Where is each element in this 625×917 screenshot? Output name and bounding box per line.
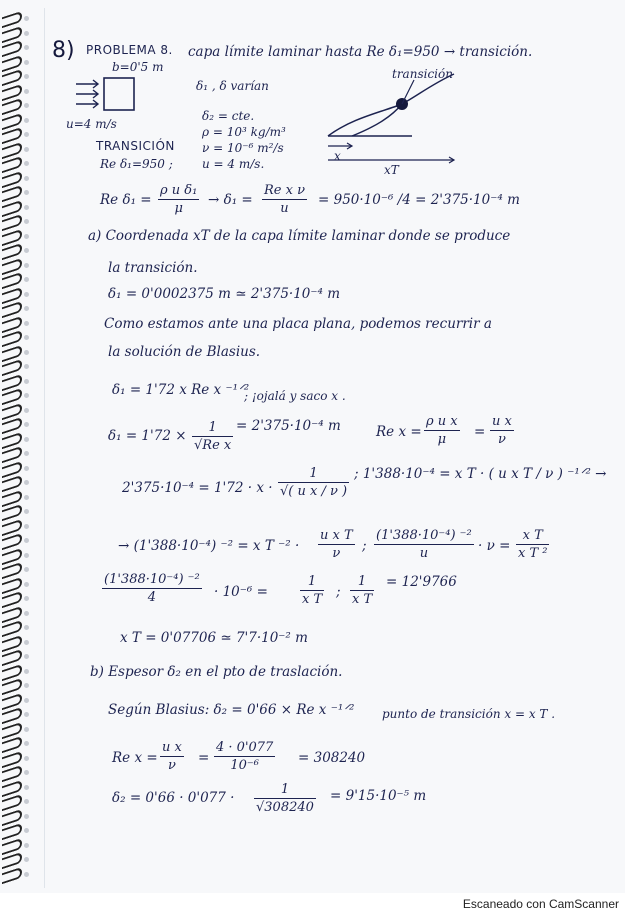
binding-hole [24,89,29,94]
binding-hole [24,408,29,413]
spiral-ring [2,40,22,57]
spiral-ring [2,98,22,115]
eq2-rhs: ; 1'388·10⁻⁴ = x T · ( u x T / ν ) ⁻¹ᐟ² → [354,466,607,482]
frac-den: μ [158,199,199,216]
spiral-ring [2,823,22,840]
binding-hole [24,669,29,674]
binding-hole [24,741,29,746]
eq-re-delta1-frac [158,183,199,216]
eq3-lhs: → (1'388·10⁻⁴) ⁻² = x T ⁻² · [118,538,300,554]
note-velocity: u = 4 m/s. [202,157,265,171]
binding-hole [24,814,29,819]
frac-num: 1 [357,574,367,589]
spiral-ring [2,707,22,724]
frac-den: x T ² [518,546,548,561]
binding-hole [24,843,29,848]
eq4-result: = 12'9766 [386,574,457,590]
frac-den: ν [318,544,355,561]
note-laminar: capa límite laminar hasta Re δ₁=950 → transición. [188,44,533,60]
frac-den: √Re x [194,438,232,453]
frac-den: μ [424,430,460,447]
binding-hole [24,364,29,369]
part-a-delta1: δ₁ = 0'0002375 m ≃ 2'375·10⁻⁴ m [108,286,341,302]
delta2-frac [254,782,316,815]
eq3-tail: · ν = [478,538,511,554]
given-re-transition: Re δ₁=950 ; [100,157,173,171]
spiral-ring [2,359,22,376]
spiral-ring [2,852,22,869]
eq4-frac-1 [102,572,202,605]
frac-num: ρ u δ₁ [160,183,198,198]
binding-hole [24,640,29,645]
part-a-text-1: Como estamos ante una placa plana, podemos recurrir a [104,316,492,332]
binding-hole [24,422,29,427]
frac-num: 1 [280,782,290,797]
delta2-result: = 9'15·10⁻⁵ m [330,788,427,804]
binding-hole [24,234,29,239]
frac-num: 1 [309,466,318,481]
eq1-lhs: δ₁ = 1'72 × [108,428,187,444]
binding-hole [24,524,29,529]
spiral-ring [2,562,22,579]
binding-hole [24,451,29,456]
binding-hole [24,567,29,572]
binding-hole [24,219,29,224]
eq1-rhs: = 2'375·10⁻⁴ m [236,418,341,434]
binding-hole [24,248,29,253]
binding-hole [24,16,29,21]
frac-num: (1'388·10⁻⁴) ⁻² [376,528,472,543]
frac-num: u x [162,740,182,755]
eq1-frac [192,420,233,453]
margin-line [44,8,45,888]
binding-hole [24,190,29,195]
spiral-ring [2,156,22,173]
binding-hole [24,277,29,282]
spiral-ring [2,214,22,231]
binding-hole [24,147,29,152]
frac-den: x T [352,592,373,607]
spiral-ring [2,591,22,608]
spiral-ring [2,185,22,202]
rex-b-eq: = [198,750,210,766]
spiral-ring [2,127,22,144]
binding-hole [24,60,29,65]
spiral-ring [2,330,22,347]
binding-hole [24,480,29,485]
rex-b-result: = 308240 [298,750,366,766]
frac-den: u [262,199,307,216]
binding-hole [24,582,29,587]
given-width: b=0'5 m [112,60,164,74]
binding-hole [24,379,29,384]
binding-hole [24,350,29,355]
diagram-x-label: x [334,149,341,163]
binding-hole [24,611,29,616]
eq-re-delta1-lhs: Re δ₁ = [100,192,152,208]
rex-frac-2 [490,414,514,447]
frac-num: ρ u x [426,414,458,429]
binding-hole [24,785,29,790]
frac-den: x T [302,592,323,607]
spiral-ring [2,446,22,463]
binding-hole [24,698,29,703]
eq-delta1-arrow: → δ₁ = [208,192,253,208]
part-a-heading: a) Coordenada xT de la capa límite laminar donde se produce [88,228,511,244]
binding-hole [24,263,29,268]
scanner-watermark: Escaneado con CamScanner [462,897,619,911]
note-delta2-const: δ₂ = cte. [202,109,255,123]
spiral-ring [2,504,22,521]
binding-hole [24,132,29,137]
binding-hole [24,799,29,804]
binding-hole [24,176,29,181]
frac-den: √308240 [256,800,314,815]
spiral-ring [2,243,22,260]
spiral-ring [2,620,22,637]
xt-result: x T = 0'07706 ≃ 7'7·10⁻² m [120,630,308,646]
part-a-blasius: δ₁ = 1'72 x Re x ⁻¹ᐟ² [112,382,250,398]
part-b-blasius: Según Blasius: δ₂ = 0'66 × Re x ⁻¹ᐟ² [108,702,355,718]
binding-hole [24,306,29,311]
frac-num: (1'388·10⁻⁴) ⁻² [104,572,200,587]
part-b-heading: b) Espesor δ₂ en el pto de traslación. [90,664,343,680]
binding-hole [24,872,29,877]
binding-hole [24,683,29,688]
binding-hole [24,118,29,123]
rex-frac-1 [424,414,460,447]
eq4-frac-2 [300,574,324,607]
frac-den: u [374,544,474,561]
binding-hole [24,828,29,833]
spiral-ring [2,388,22,405]
part-a-text-2: la solución de Blasius. [108,344,261,360]
spiral-ring [2,649,22,666]
frac-den: ν [490,430,514,447]
boundary-layer-diagram [322,66,462,176]
part-a-heading-2: la transición. [108,260,198,276]
binding-hole [24,45,29,50]
eq4-mid: · 10⁻⁶ = [214,584,268,600]
binding-hole [24,103,29,108]
spiral-ring [2,475,22,492]
spiral-ring [2,11,22,28]
binding-hole [24,756,29,761]
spiral-ring [2,301,22,318]
eq3-frac-2 [374,528,474,561]
spiral-ring [2,765,22,782]
frac-den: ν [160,756,184,773]
problem-number: 8) [52,38,75,63]
frac-num: u x T [320,528,353,543]
spiral-ring [2,417,22,434]
binding-hole [24,727,29,732]
binding-hole [24,495,29,500]
binding-hole [24,553,29,558]
binding-hole [24,74,29,79]
spiral-binding [0,8,26,888]
spiral-ring [2,678,22,695]
binding-hole [24,321,29,326]
frac-num: x T [522,528,543,543]
eq3-mid: ; [362,538,367,554]
frac-num: 1 [307,574,317,589]
plate-sketch [72,72,142,118]
rex-b-lhs: Re x = [112,750,158,766]
rex-lhs: Re x = [376,424,422,440]
binding-hole [24,596,29,601]
binding-hole [24,292,29,297]
eq3-frac-1 [318,528,355,561]
spiral-ring [2,794,22,811]
binding-hole [24,161,29,166]
delta2-lhs: δ₂ = 0'66 · 0'077 · [112,790,235,806]
binding-hole [24,31,29,36]
rex-b-frac-1 [160,740,184,773]
binding-hole [24,205,29,210]
part-a-blasius-note: ; ¡ojalá y saco x . [244,389,346,403]
eq-delta1-frac [262,183,307,216]
note-density: ρ = 10³ kg/m³ [202,125,286,139]
binding-hole [24,466,29,471]
given-transition: TRANSICIÓN [96,139,175,153]
frac-den: 10⁻⁶ [214,756,275,773]
spiral-ring [2,69,22,86]
eq3-frac-3 [516,528,549,561]
frac-num: 4 · 0'077 [216,740,274,755]
frac-den: 4 [102,588,202,605]
binding-hole [24,770,29,775]
binding-hole [24,393,29,398]
given-velocity: u=4 m/s [66,117,117,131]
rex-b-frac-2 [214,740,275,773]
binding-hole [24,538,29,543]
spiral-ring [2,533,22,550]
spiral-ring [2,272,22,289]
eq4-sep: ; [336,584,341,600]
note-delta-vary: δ₁ , δ varían [196,79,269,93]
eq4-frac-3 [350,574,374,607]
spiral-ring [2,866,22,883]
frac-den: √( u x / ν ) [280,484,348,499]
binding-hole [24,857,29,862]
part-b-blasius-note: punto de transición x = x T . [382,707,556,721]
eq-delta1-result: = 950·10⁻⁶ /4 = 2'375·10⁻⁴ m [318,192,520,208]
spiral-ring [2,736,22,753]
diagram-xt-label: xT [384,163,399,177]
binding-hole [24,335,29,340]
eq2-frac [278,466,349,499]
diagram-transition-label: transición [392,67,453,81]
binding-hole [24,437,29,442]
frac-num: Re x ν [264,183,305,198]
binding-hole [24,654,29,659]
problem-title: PROBLEMA 8. [86,43,173,57]
note-viscosity: ν = 10⁻⁶ m²/s [202,141,284,155]
binding-hole [24,509,29,514]
binding-hole [24,712,29,717]
rex-eq: = [474,424,486,440]
eq2-lhs: 2'375·10⁻⁴ = 1'72 · x · [122,480,273,496]
frac-num: u x [492,414,512,429]
frac-num: 1 [208,420,217,435]
binding-hole [24,625,29,630]
